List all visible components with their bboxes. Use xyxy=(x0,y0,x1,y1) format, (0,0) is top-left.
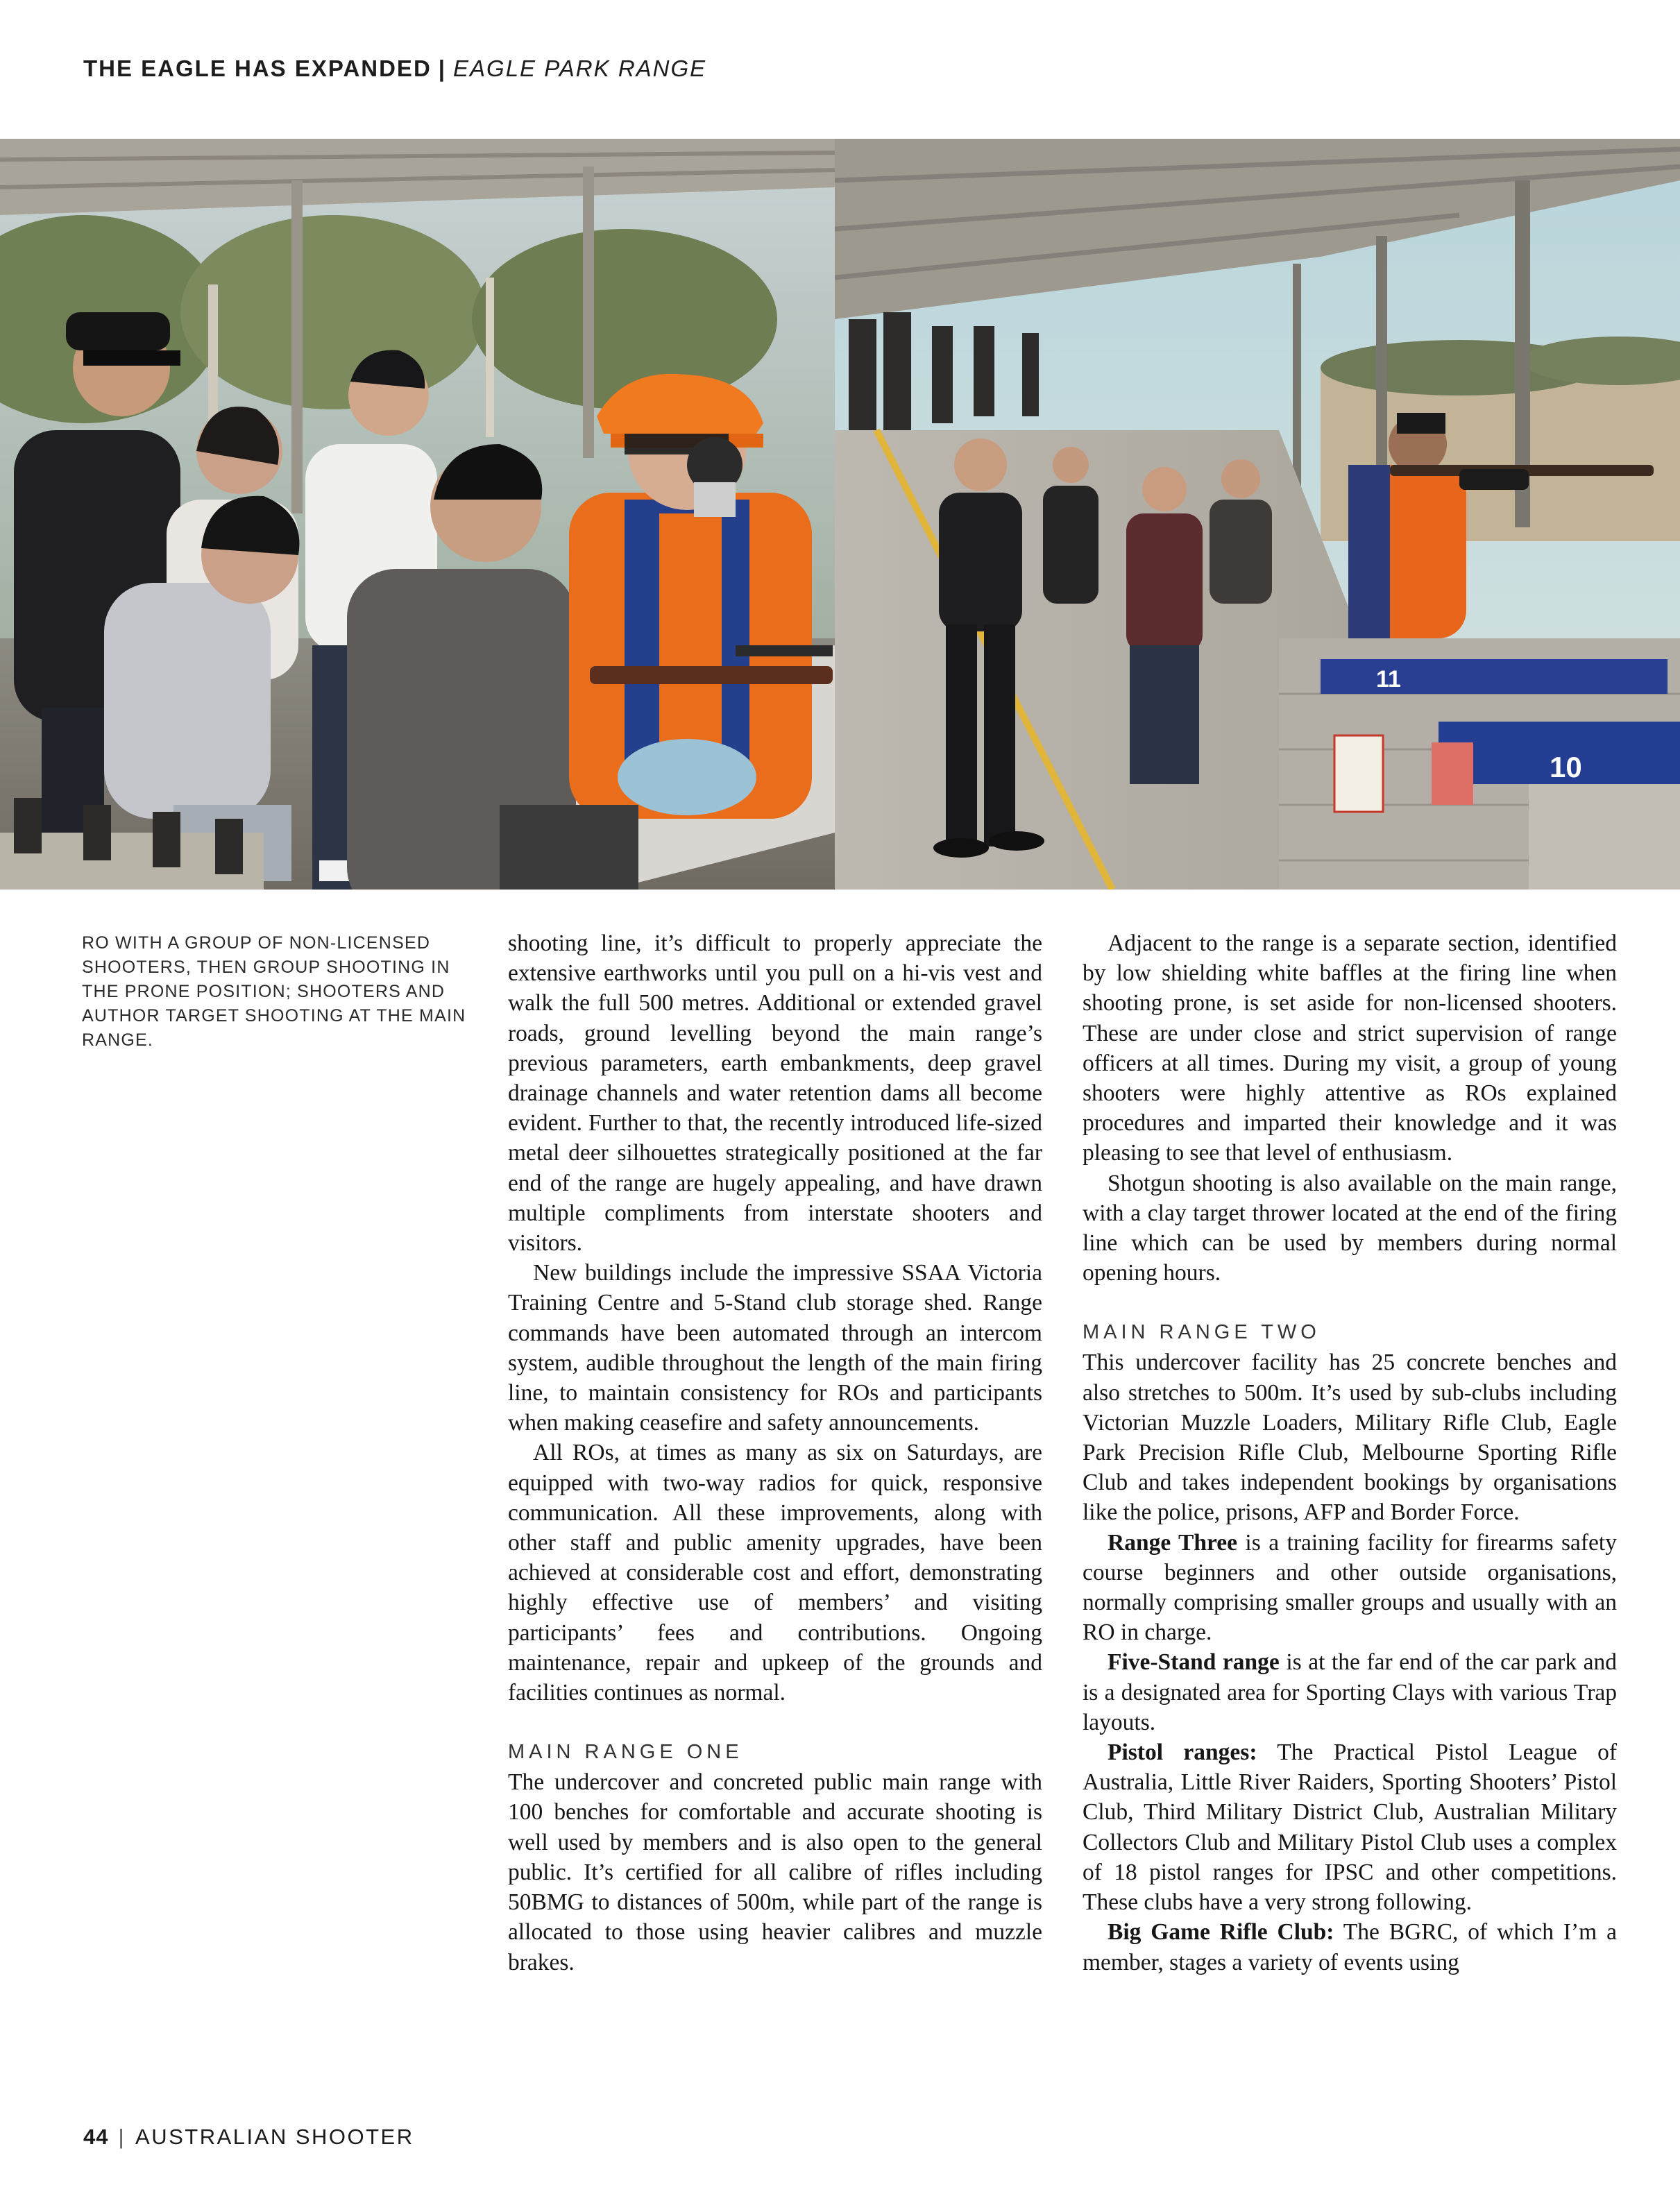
lead-in-range-three: Range Three xyxy=(1108,1529,1237,1556)
subheading-main-range-two: MAIN RANGE TWO xyxy=(1083,1321,1321,1344)
paragraph xyxy=(1083,1647,1617,1737)
photo-group-with-range-officer xyxy=(0,139,835,890)
paragraph: The undercover and concreted public main range with 100 benches for comfortable and accurate shooting is well used by members and is also open to the general public. It’s certified for all calibre of rifles including 50BMG to distances of 500m, while part of the range is allocated to those using heavier calibres and muzzle brakes. xyxy=(508,1769,1042,1975)
bench-number-10: 10 xyxy=(1550,751,1582,783)
article-column-2 xyxy=(1083,928,1617,1977)
lead-in-five-stand: Five-Stand range xyxy=(1108,1649,1280,1676)
subheading-main-range-one: MAIN RANGE ONE xyxy=(508,1741,743,1764)
paragraph xyxy=(1083,1528,1617,1648)
paragraph xyxy=(1083,1737,1617,1917)
paragraph: Adjacent to the range is a separate section, identified by low shielding white baffles at the firing line when shooting prone, is set aside for non-licensed shooters. These are under close and strict supervision of range officers at all times. During my visit, a group of young shooters were highly attentive as ROs explained procedures and imparted their knowledge and it was pleasing to see that level of enthusiasm. xyxy=(1083,930,1617,1166)
section-title: THE EAGLE HAS EXPANDED xyxy=(83,56,432,81)
photo-caption: RO WITH A GROUP OF NON-LICENSED SHOOTERS, THEN GROUP SHOOTING IN THE PRONE POSITION; SHOOTERS AND AUTHOR TARGET SHOOTING AT THE MAIN RANGE. xyxy=(82,933,466,1050)
bench-number-11: 11 xyxy=(1376,666,1401,692)
paragraph-text: The BGRC, of which I’m a member, stages a variety of events using xyxy=(1083,1919,1618,1975)
article-column-1 xyxy=(508,928,1042,1977)
paragraph: shooting line, it’s difficult to properly appreciate the extensive earthworks until you pull on a hi-vis vest and walk the full 500 metres. Additional or extended gravel roads, ground levelling beyond the main range’s previous parameters, earth embankments, deep gravel drainage channels and water retention dams all become evident. Further to that, the recently introduced life-sized metal deer silhouettes strategically positioned at the far end of the range are hugely appealing, and have drawn multiple compliments from interstate shooters and visitors. xyxy=(508,930,1042,1257)
paragraph-text: The Practical Pistol League of Australia, Little River Raiders, Sporting Shooters’ Pistol Club, Third Military District Club, Australian Military Collectors Club and Military Pistol Club uses a complex of 18 pistol ranges for IPSC and other competitions. These clubs have a very strong following. xyxy=(1083,1739,1617,1916)
section-subtitle: EAGLE PARK RANGE xyxy=(453,56,707,81)
paragraph xyxy=(1083,1917,1617,1977)
paragraph: New buildings include the impressive SSAA Victoria Training Centre and 5-Stand club storage shed. Range commands have been automated through an intercom system, audible throughout the length of the main firing line, to maintain consistency for ROs and participants when making ceasefire and safety announcements. xyxy=(508,1260,1042,1436)
page-number: 44 xyxy=(83,2125,109,2149)
lead-in-big-game-rifle-club: Big Game Rifle Club: xyxy=(1108,1919,1334,1946)
lead-in-pistol-ranges: Pistol ranges: xyxy=(1108,1739,1257,1766)
photo-shooters-at-main-range xyxy=(835,139,1680,890)
paragraph: This undercover facility has 25 concrete benches and also stretches to 500m. It’s used by sub-clubs including Victorian Muzzle Loaders, Military Rifle Club, Eagle Park Precision Rifle Club, Melbourne Sporting Rifle Club and takes independent bookings by organisations like the police, prisons, AFP and Border Force. xyxy=(1083,1350,1617,1526)
paragraph: Shotgun shooting is also available on the main range, with a clay target thrower located at the end of the firing line which can be used by members during normal opening hours. xyxy=(1083,1170,1617,1286)
paragraph-text: is at the far end of the car park and is a designated area for Sporting Clays with various Trap layouts. xyxy=(1083,1649,1617,1735)
running-head xyxy=(83,56,706,82)
magazine-name: AUSTRALIAN SHOOTER xyxy=(135,2125,414,2149)
page-footer xyxy=(83,2125,414,2150)
paragraph-text: is a training facility for firearms safety course beginners and other outside organisations, normally comprising smaller groups and usually with an RO in charge. xyxy=(1083,1529,1617,1646)
photo-strip xyxy=(0,139,1680,890)
paragraph: All ROs, at times as many as six on Saturdays, are equipped with two-way radios for quick, responsive communication. All these improvements, along with other staff and public amenity upgrades, have been achieved at considerable cost and effort, demonstrating highly effective use of members’ and visiting participants’ fees and contributions. Ongoing maintenance, repair and upkeep of the grounds and facilities continues as normal. xyxy=(508,1440,1042,1706)
header-separator: | xyxy=(438,56,447,81)
footer-separator: | xyxy=(118,2125,126,2149)
